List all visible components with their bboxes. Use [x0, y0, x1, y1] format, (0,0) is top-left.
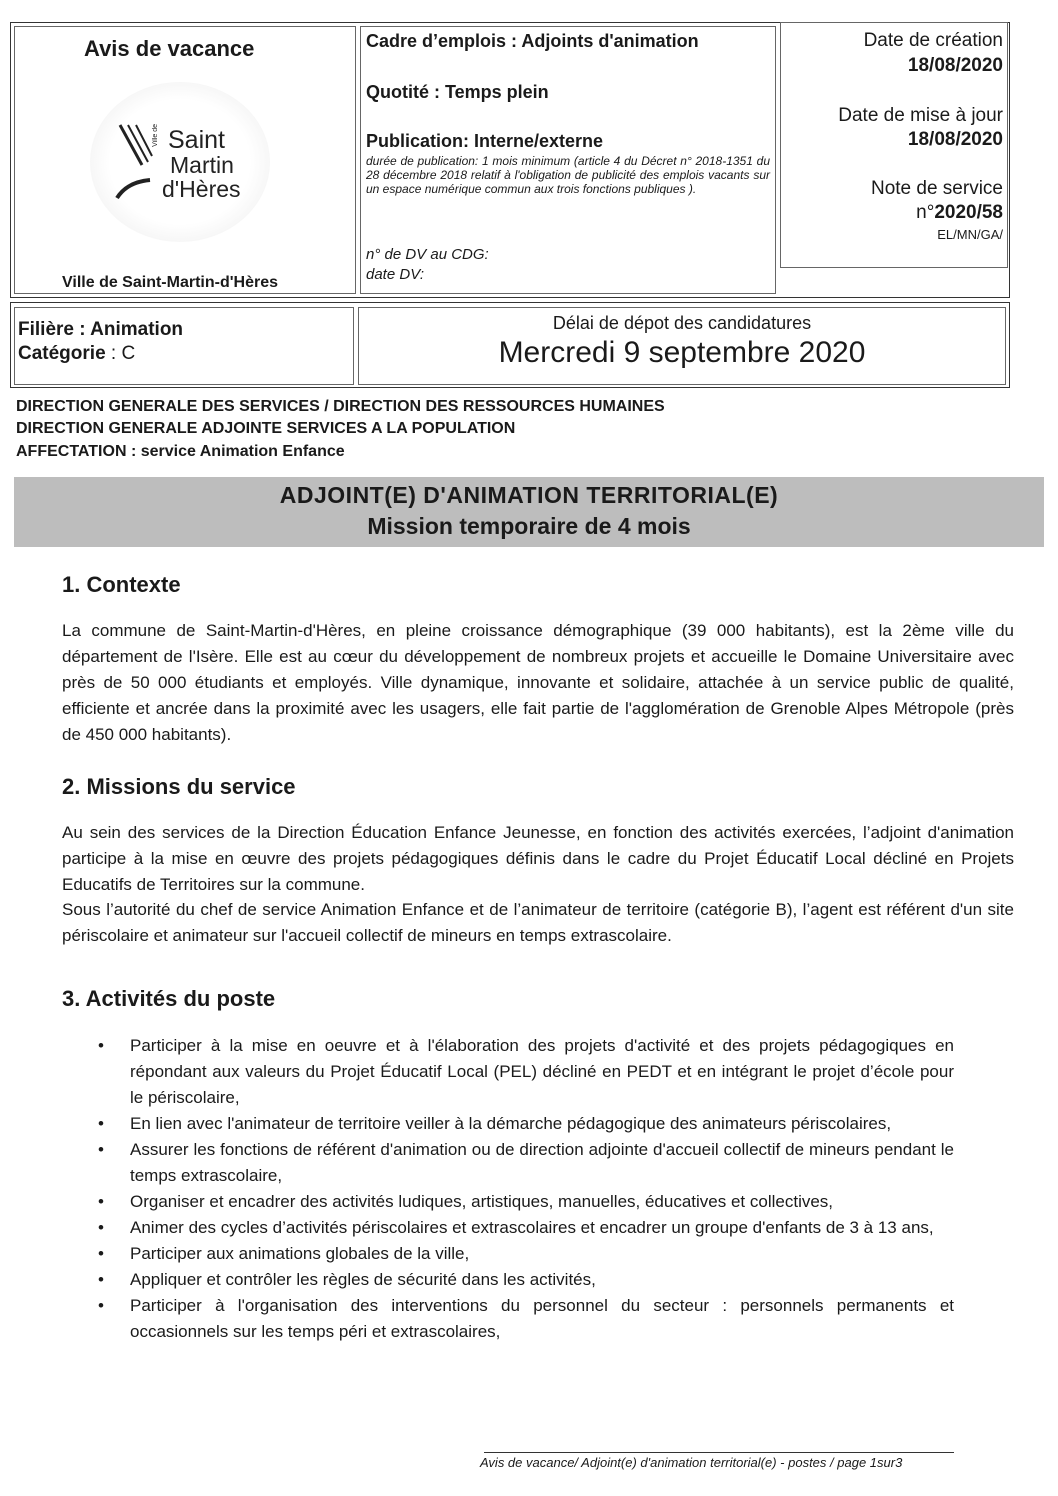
list-item [94, 1033, 954, 1111]
categorie-value: : C [110, 343, 136, 364]
activites-list [94, 1033, 954, 1345]
bullet-icon: • [98, 1296, 104, 1315]
date-maj-label: Date de mise à jour [838, 105, 1003, 126]
section-contexte-title: 1. Contexte [62, 572, 181, 597]
list-item [94, 1241, 954, 1267]
list-item-text: Participer à la mise en oeuvre et à l'élaboration des projets d'activité et des projets pédagogiques en répondant aux valeurs du Projet Éducatif Local (PEL) décliné en PEDT et en intégrant le projet d’école pour le périscolaire, [130, 1036, 954, 1107]
bullet-icon: • [98, 1036, 104, 1055]
list-item [94, 1267, 954, 1293]
list-item [94, 1137, 954, 1189]
section-activites-title: 3. Activités du poste [62, 986, 276, 1011]
filiere: Filière : Animation [18, 319, 184, 340]
note-label: Note de service [870, 178, 1003, 199]
logo-line-3: d'Hères [162, 176, 241, 202]
list-item-text: Appliquer et contrôler les règles de sécurité dans les activités, [130, 1270, 596, 1289]
job-title: ADJOINT(E) D'ANIMATION TERRITORIAL(E) [279, 482, 779, 508]
list-item-text: En lien avec l'animateur de territoire veiller à la démarche pédagogique des animateurs périscolaires, [130, 1114, 892, 1133]
note-number-value: 2020/58 [934, 202, 1003, 223]
bullet-icon: • [98, 1140, 104, 1159]
direction-line-2: DIRECTION GENERALE ADJOINTE SERVICES A LA POPULATION [16, 420, 516, 437]
section-contexte-text: La commune de Saint-Martin-d'Hères, en pleine croissance démographique (39 000 habitants), est la 2ème ville du département de l'Isère. Elle est au cœur du développement de nombreux projets et accueille le Domaine Universitaire avec près de 50 000 étudiants et employés. Ville dynamique, innovante et solidaire, attachée à un service public de qualité, efficiente et ancrée dans la proximité avec les usagers, elle fait partie de l'agglomération de Grenoble Alpes Métropole (près de 450 000 habitants). [62, 621, 1014, 744]
date-creation: 18/08/2020 [907, 55, 1003, 76]
publication-note: durée de publication: 1 mois minimum (article 4 du Décret n° 2018-1351 du 28 décembre 2018 relatif à l'obligation de publicité des emplois vacants sur un espace numérique commun aux trois fonctions publiques ). [366, 154, 770, 196]
publication: Publication: Interne/externe [366, 131, 604, 151]
list-item-text: Participer à l'organisation des interventions du personnel du secteur : personnels permanents et occasionnels sur les temps péri et extrascolaires, [130, 1296, 954, 1341]
note-prefix: n° [916, 202, 935, 223]
categorie [18, 343, 135, 365]
job-subtitle: Mission temporaire de 4 mois [367, 513, 691, 539]
categorie-label: Catégorie [18, 343, 106, 364]
delai-label: Délai de dépot des candidatures [552, 313, 812, 333]
date-creation-label: Date de création [863, 30, 1003, 51]
logo-line-2: Martin [170, 152, 234, 178]
footer-divider [484, 1452, 954, 1453]
page-title: Avis de vacance [84, 36, 255, 61]
delai-date: Mercredi 9 septembre 2020 [498, 336, 866, 369]
bullet-icon: • [98, 1114, 104, 1133]
affectation: AFFECTATION : service Animation Enfance [16, 443, 345, 460]
bullet-icon: • [98, 1218, 104, 1237]
quotite: Quotité : Temps plein [366, 82, 549, 102]
dv-number: n° de DV au CDG: [366, 246, 489, 263]
list-item-text: Animer des cycles d’activités périscolaires et extrascolaires et encadrer un groupe d'enfants de 3 à 13 ans, [130, 1218, 934, 1237]
city-name: Ville de Saint-Martin-d'Hères [62, 274, 279, 291]
bullet-icon: • [98, 1270, 104, 1289]
bullet-icon: • [98, 1244, 104, 1263]
list-item [94, 1215, 954, 1241]
logo-ville-de: Ville de [152, 124, 159, 147]
list-item [94, 1293, 954, 1345]
section-missions-title: 2. Missions du service [62, 774, 296, 799]
section-missions-text-2: Sous l’autorité du chef de service Animation Enfance et de l’animateur de territoire (catégorie B), l’agent est référent d'un site périscolaire et animateur sur l'accueil collectif de mineurs en temps extrascolaire. [62, 900, 1014, 945]
logo-line-1: Saint [168, 126, 225, 154]
job-title-banner [14, 477, 1044, 547]
logo [112, 120, 262, 210]
list-item [94, 1111, 954, 1137]
section-missions-text-1: Au sein des services de la Direction Éducation Enfance Jeunesse, en fonction des activités exercées, l’adjoint d'animation participe à la mise en œuvre des projets pédagogiques définis dans le cadre du Projet Éducatif Local décliné en Projets Educatifs de Territoires sur la commune. [62, 823, 1014, 894]
list-item-text: Participer aux animations globales de la ville, [130, 1244, 470, 1263]
list-item [94, 1189, 954, 1215]
list-item-text: Assurer les fonctions de référent d'animation ou de direction adjointe d'accueil collectif de mineurs pendant le temps extrascolaire, [130, 1140, 954, 1185]
list-item-text: Organiser et encadrer des activités ludiques, artistiques, manuelles, éducatives et collectives, [130, 1192, 834, 1211]
cadre-emplois: Cadre d’emplois : Adjoints d'animation [366, 31, 699, 51]
dv-date: date DV: [366, 266, 425, 283]
note-number [916, 202, 1003, 224]
direction-line-1: DIRECTION GENERALE DES SERVICES / DIRECTION DES RESSOURCES HUMAINES [16, 398, 665, 415]
date-maj: 18/08/2020 [907, 129, 1003, 150]
bullet-icon: • [98, 1192, 104, 1211]
page-footer: Avis de vacance/ Adjoint(e) d'animation territorial(e) - postes / page 1sur3 [480, 1455, 903, 1470]
note-ref: EL/MN/GA/ [937, 227, 1003, 242]
